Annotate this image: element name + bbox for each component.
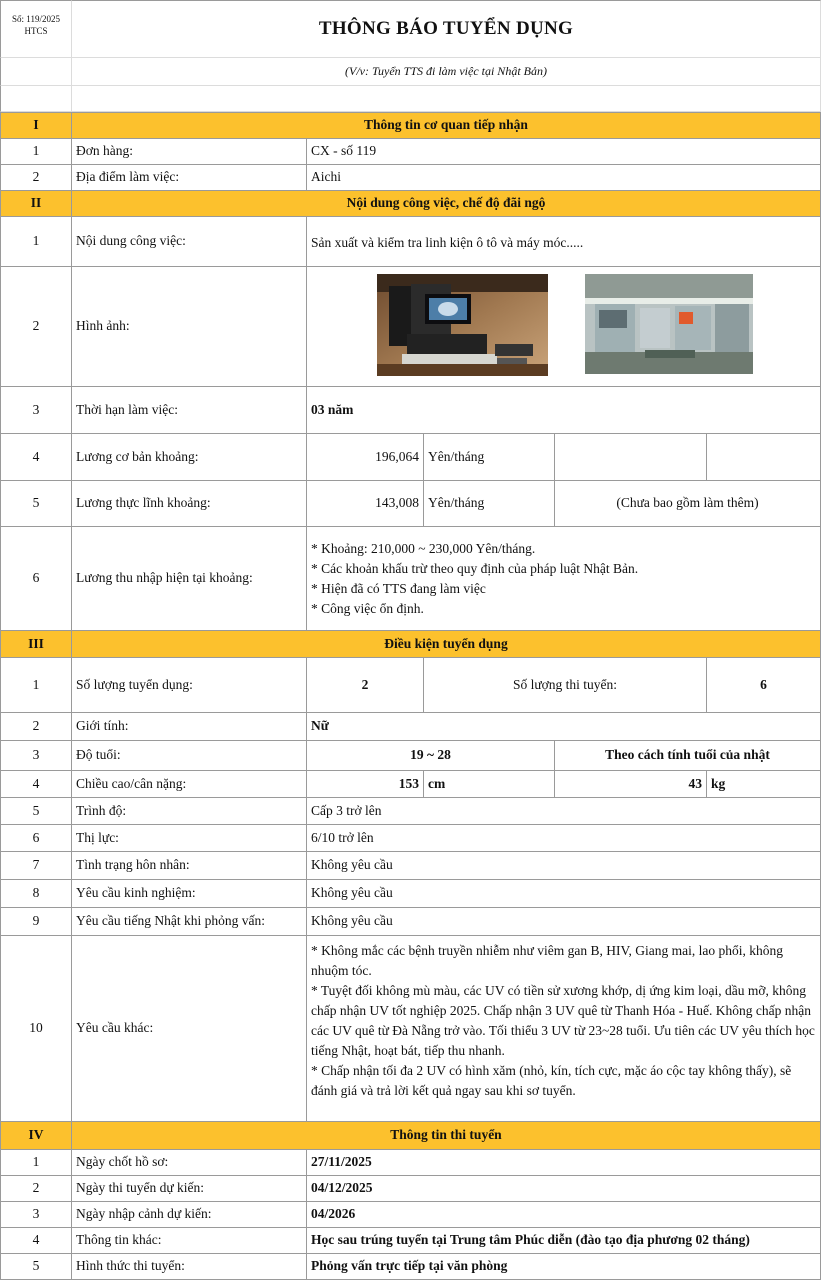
other-requirements-label: Yêu cầu khác: [72,936,307,1122]
exam-format-value: Phỏng vấn trực tiếp tại văn phòng [307,1254,821,1280]
section-title: Thông tin thi tuyển [72,1122,821,1150]
title-cell [72,0,821,58]
exam-quantity-label: Số lượng thi tuyển: [424,658,707,713]
section-title: Thông tin cơ quan tiếp nhận [72,112,821,139]
exam-quantity-value: 6 [707,658,821,713]
basic-salary-amount: 196,064 [307,434,424,481]
workplace-value: Aichi [307,165,821,191]
other-requirements-details [307,936,821,1122]
eyesight-value: 6/10 trở lên [307,825,821,852]
row-number: 1 [0,658,72,713]
quantity-label: Số lượng tuyển dụng: [72,658,307,713]
other-info-value: Học sau trúng tuyển tại Trung tâm Phúc diễn (đào tạo địa phương 02 tháng) [307,1228,821,1254]
row-number: 2 [0,713,72,741]
japanese-requirement-label: Yêu cầu tiếng Nhật khi phỏng vấn: [72,908,307,936]
income-line: * Hiện đã có TTS đang làm việc [311,581,486,596]
row-number: 4 [0,771,72,798]
age-value: 19 ~ 28 [307,741,555,771]
row-number: 1 [0,139,72,165]
deadline-value: 27/11/2025 [307,1150,821,1176]
workplace-label: Địa điểm làm việc: [72,165,307,191]
row-number: 8 [0,880,72,908]
row-number: 7 [0,852,72,880]
section-number: II [0,191,72,217]
basic-salary-unit: Yên/tháng [424,434,555,481]
section-number: I [0,112,72,139]
japanese-requirement-value: Không yêu cầu [307,908,821,936]
net-salary-unit: Yên/tháng [424,481,555,527]
row-number: 5 [0,798,72,825]
age-note: Theo cách tính tuổi của nhật [555,741,821,771]
row-number: 6 [0,825,72,852]
gender-value: Nữ [307,713,821,741]
document-code: HTCS [24,26,48,36]
row-number: 2 [0,165,72,191]
gender-label: Giới tính: [72,713,307,741]
education-label: Trình độ: [72,798,307,825]
age-label: Độ tuổi: [72,741,307,771]
experience-label: Yêu cầu kinh nghiệm: [72,880,307,908]
income-line: * Khoảng: 210,000 ~ 230,000 Yên/tháng. [311,541,536,556]
job-content-value: Sản xuất và kiểm tra linh kiện ô tô và máy móc..... [307,217,821,267]
order-label: Đơn hàng: [72,139,307,165]
term-value: 03 năm [307,387,821,434]
job-content-label: Nội dung công việc: [72,217,307,267]
row-number: 2 [0,1176,72,1202]
order-value: CX - số 119 [307,139,821,165]
inspection-machine-photo [377,274,548,376]
basic-salary-label: Lương cơ bản khoảng: [72,434,307,481]
row-number: 3 [0,387,72,434]
row-number: 4 [0,1228,72,1254]
income-details [307,527,821,631]
eyesight-label: Thị lực: [72,825,307,852]
page-title: THÔNG BÁO TUYỂN DỤNG [318,18,574,40]
requirement-line: * Tuyệt đối không mù màu, các UV có tiền sử xương khớp, dị ứng kim loại, dầu mỡ, không chấp nhận UV tốt nghiệp 2025. Chấp nhận 3 UV quê từ Thanh Hóa - Huế. Không chấp nhận các UV quê từ Đà Nẵng trở vào. Tối thiểu 3 UV từ 23~28 tuổi. Ưu tiên các UV yêu thích học tiếng Nhật, hoạt bát, tiếp thu nhanh. [311,983,815,1058]
requirement-line: * Chấp nhận tối đa 2 UV có hình xăm (nhỏ, kín, tích cực, mặc áo cộc tay không thấy), sẽ đánh giá và trả lời kết quả ngay sau khi sơ tuyển. [311,1063,792,1098]
blank-cell [0,86,72,112]
section-title: Điều kiện tuyển dụng [72,631,821,658]
row-number: 10 [0,936,72,1122]
other-info-label: Thông tin khác: [72,1228,307,1254]
subtitle-cell [72,58,821,86]
section-number: IV [0,1122,72,1150]
income-label: Lương thu nhập hiện tại khoảng: [72,527,307,631]
marital-status-value: Không yêu cầu [307,852,821,880]
weight-unit: kg [707,771,821,798]
term-label: Thời hạn làm việc: [72,387,307,434]
factory-floor-photo [585,274,753,374]
section-number: III [0,631,72,658]
blank-cell [707,434,821,481]
row-number: 4 [0,434,72,481]
blank-cell [72,86,821,112]
row-number: 5 [0,481,72,527]
deadline-label: Ngày chốt hồ sơ: [72,1150,307,1176]
row-number: 2 [0,267,72,387]
row-number: 1 [0,217,72,267]
exam-date-value: 04/12/2025 [307,1176,821,1202]
exam-date-label: Ngày thi tuyển dự kiến: [72,1176,307,1202]
exam-format-label: Hình thức thi tuyển: [72,1254,307,1280]
row-number: 1 [0,1150,72,1176]
height-value: 153 [307,771,424,798]
net-salary-note: (Chưa bao gồm làm thêm) [555,481,821,527]
quantity-value: 2 [307,658,424,713]
page-subtitle: (V/v: Tuyển TTS đi làm việc tại Nhật Bản) [345,64,547,78]
entry-date-label: Ngày nhập cảnh dự kiến: [72,1202,307,1228]
row-number: 5 [0,1254,72,1280]
section-title: Nội dung công việc, chế độ đãi ngộ [72,191,821,217]
requirement-line: * Không mắc các bệnh truyền nhiễm như viêm gan B, HIV, Giang mai, lao phổi, không nhuộm tóc. [311,943,783,978]
height-unit: cm [424,771,555,798]
marital-status-label: Tình trạng hôn nhân: [72,852,307,880]
entry-date-value: 04/2026 [307,1202,821,1228]
row-number: 3 [0,1202,72,1228]
net-salary-label: Lương thực lĩnh khoảng: [72,481,307,527]
height-weight-label: Chiều cao/cân nặng: [72,771,307,798]
images-label: Hình ảnh: [72,267,307,387]
experience-value: Không yêu cầu [307,880,821,908]
income-line: * Các khoản khấu trừ theo quy định của pháp luật Nhật Bản. [311,561,639,576]
document-number-cell [0,0,72,58]
weight-value: 43 [555,771,707,798]
blank-cell [555,434,707,481]
net-salary-amount: 143,008 [307,481,424,527]
document-number: Số: 119/2025 [12,14,60,24]
education-value: Cấp 3 trở lên [307,798,821,825]
row-number: 9 [0,908,72,936]
row-number: 6 [0,527,72,631]
images-cell [307,267,821,387]
row-number: 3 [0,741,72,771]
income-line: * Công việc ổn định. [311,601,424,616]
blank-cell [0,58,72,86]
